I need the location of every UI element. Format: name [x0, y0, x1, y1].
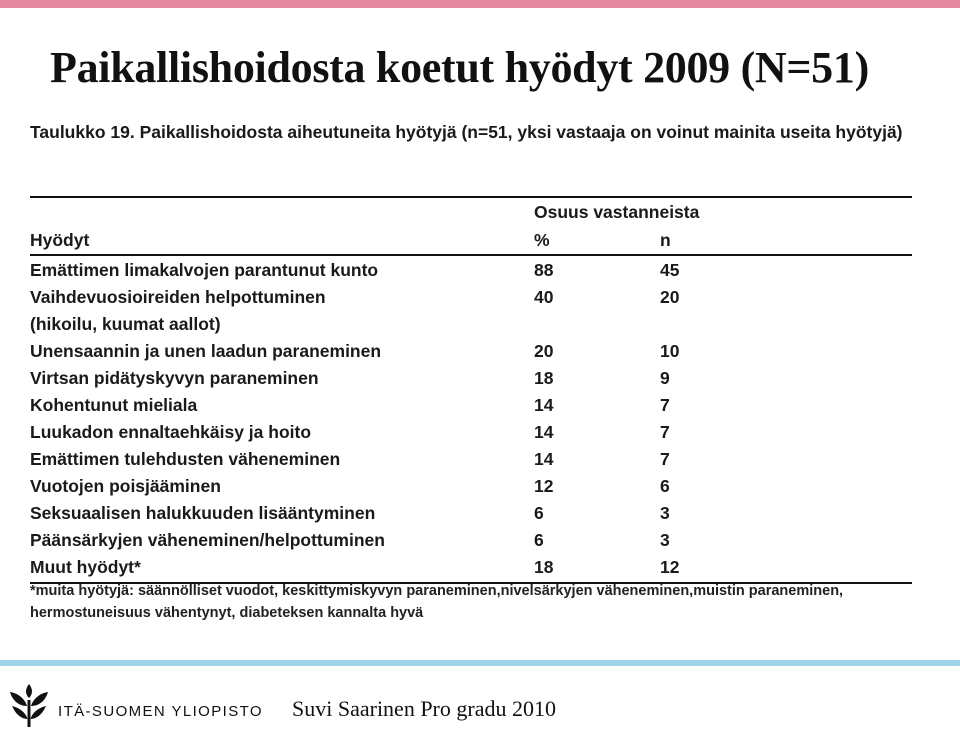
benefit-label	[30, 473, 510, 500]
benefit-label	[30, 446, 510, 473]
benefit-label-text: Virtsan pidätyskyvyn paraneminen	[30, 368, 319, 388]
percent-value: 14	[534, 395, 554, 415]
count-value: 7	[660, 449, 670, 469]
count-value: 7	[660, 395, 670, 415]
itasuomen-yliopisto-logo-icon	[8, 682, 50, 728]
percent-value: 40	[534, 287, 554, 307]
benefit-label	[30, 284, 510, 338]
count-value: 6	[660, 476, 670, 496]
slide-title: Paikallishoidosta koetut hyödyt 2009 (N=51)	[50, 43, 869, 92]
table-document	[30, 118, 912, 621]
benefit-label	[30, 527, 510, 554]
percent-value: 88	[534, 260, 554, 280]
column-header-benefits: Hyödyt	[30, 230, 90, 250]
table-caption: Taulukko 19. Paikallishoidosta aiheutuneita hyötyjä (n=51, yksi vastaaja on voinut mainita useita hyötyjä)	[30, 122, 903, 142]
table-row	[30, 527, 912, 554]
benefit-label	[30, 365, 510, 392]
table-row	[30, 473, 912, 500]
benefit-label-text: Kohentunut mieliala	[30, 395, 198, 415]
benefit-label-text: Muut hyödyt*	[30, 557, 141, 577]
table-row	[30, 365, 912, 392]
table-row	[30, 392, 912, 419]
benefit-label-text: Emättimen tulehdusten väheneminen	[30, 449, 341, 469]
column-header-n: n	[660, 230, 671, 250]
percent-value: 14	[534, 422, 554, 442]
benefit-label-text: Päänsärkyjen väheneminen/helpottuminen	[30, 530, 385, 550]
footer-author: Suvi Saarinen Pro gradu 2010	[292, 696, 556, 721]
benefit-label	[30, 338, 510, 365]
table-footnote: *muita hyötyjä: säännölliset vuodot, keskittymiskyvyn paraneminen,nivelsärkyjen väheneminen,muistin paraneminen, hermostuneisuus vähentynyt, diabeteksen kannalta hyvä	[30, 583, 844, 621]
count-value: 20	[660, 287, 680, 307]
benefit-label	[30, 554, 510, 581]
count-value: 7	[660, 422, 670, 442]
percent-value: 6	[534, 503, 544, 523]
count-value: 3	[660, 530, 670, 550]
benefit-label-subtext: (hikoilu, kuumat aallot)	[30, 314, 221, 334]
table-row	[30, 554, 912, 581]
top-accent-bar	[0, 0, 960, 8]
column-header-percent: %	[534, 230, 550, 250]
table-row	[30, 446, 912, 473]
percent-value: 20	[534, 341, 554, 361]
benefit-label	[30, 419, 510, 446]
table-body	[30, 256, 912, 584]
benefit-label	[30, 500, 510, 527]
benefit-label	[30, 392, 510, 419]
count-value: 10	[660, 341, 680, 361]
table-row	[30, 284, 912, 338]
percent-value: 6	[534, 530, 544, 550]
table-header	[30, 198, 912, 256]
group-header: Osuus vastanneista	[534, 202, 700, 222]
table-row	[30, 257, 912, 284]
percent-value: 18	[534, 368, 554, 388]
count-value: 12	[660, 557, 680, 577]
percent-value: 14	[534, 449, 554, 469]
university-name: ITÄ-SUOMEN YLIOPISTO	[58, 703, 263, 720]
benefit-label-text: Vaihdevuosioireiden helpottuminen	[30, 287, 326, 307]
benefit-label-text: Seksuaalisen halukkuuden lisääntyminen	[30, 503, 376, 523]
benefit-label-text: Vuotojen poisjääminen	[30, 476, 221, 496]
benefit-label-text: Luukadon ennaltaehkäisy ja hoito	[30, 422, 312, 442]
benefit-label	[30, 257, 510, 284]
count-value: 45	[660, 260, 680, 280]
benefit-label-text: Emättimen limakalvojen parantunut kunto	[30, 260, 379, 280]
table-row	[30, 500, 912, 527]
table-row	[30, 419, 912, 446]
count-value: 3	[660, 503, 670, 523]
table-row	[30, 338, 912, 365]
benefits-table	[30, 196, 912, 584]
percent-value: 18	[534, 557, 554, 577]
percent-value: 12	[534, 476, 554, 496]
count-value: 9	[660, 368, 670, 388]
bottom-accent-bar	[0, 660, 960, 666]
benefit-label-text: Unensaannin ja unen laadun paraneminen	[30, 341, 382, 361]
